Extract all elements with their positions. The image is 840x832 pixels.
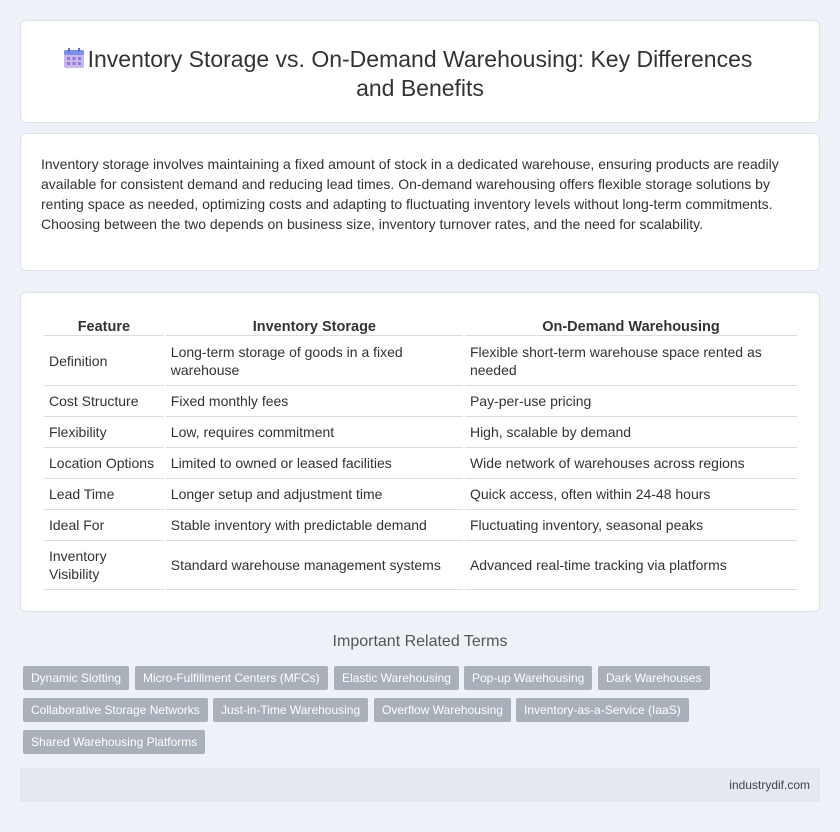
intro-paragraph: Inventory storage involves maintaining a fixed amount of stock in a dedicated warehouse, ensuring products are readily available for consistent demand and reducing lead times. On-demand warehousing offers flexible storage solutions by renting space as needed, optimizing costs and adapting to fluctuating inventory levels without long-term commitments. Choosing between the two depends on business size, inventory turnover rates, and the need for scalability. xyxy=(41,156,779,232)
on-demand-cell: Advanced real-time tracking via platforms xyxy=(465,541,797,590)
on-demand-cell: Wide network of warehouses across regions xyxy=(465,448,797,479)
comparison-table xyxy=(42,316,799,590)
table-row xyxy=(44,541,797,590)
related-term-tag[interactable]: Just-in-Time Warehousing xyxy=(213,698,368,722)
related-term-tag[interactable]: Elastic Warehousing xyxy=(334,666,459,690)
inventory-storage-cell: Limited to owned or leased facilities xyxy=(166,448,463,479)
feature-cell: Location Options xyxy=(44,448,164,479)
inventory-storage-cell: Long-term storage of goods in a fixed warehouse xyxy=(166,336,463,386)
related-terms-title: Important Related Terms xyxy=(332,633,508,650)
related-term-tag[interactable]: Dynamic Slotting xyxy=(23,666,129,690)
table-row xyxy=(44,479,797,510)
feature-cell: Ideal For xyxy=(44,510,164,541)
related-term-tag[interactable]: Micro-Fulfillment Centers (MFCs) xyxy=(135,666,328,690)
intro-card xyxy=(20,133,820,271)
on-demand-cell: Flexible short-term warehouse space rented as needed xyxy=(465,336,797,386)
header-feature: Feature xyxy=(44,316,164,336)
on-demand-cell: Pay-per-use pricing xyxy=(465,386,797,417)
related-term-tag[interactable]: Shared Warehousing Platforms xyxy=(23,730,205,754)
page-title: Inventory Storage vs. On-Demand Warehousing: Key Differences and Benefits xyxy=(87,46,753,101)
on-demand-cell: High, scalable by demand xyxy=(465,417,797,448)
related-term-tag[interactable]: Dark Warehouses xyxy=(598,666,710,690)
table-row xyxy=(44,386,797,417)
header-on-demand-warehousing: On-Demand Warehousing xyxy=(465,316,797,336)
related-term-tag[interactable]: Overflow Warehousing xyxy=(374,698,511,722)
footer xyxy=(20,768,820,802)
related-term-tag[interactable]: Inventory-as-a-Service (IaaS) xyxy=(516,698,689,722)
comparison-card xyxy=(20,292,820,612)
table-row xyxy=(44,417,797,448)
on-demand-cell: Fluctuating inventory, seasonal peaks xyxy=(465,510,797,541)
related-term-tag[interactable]: Collaborative Storage Networks xyxy=(23,698,208,722)
inventory-storage-cell: Longer setup and adjustment time xyxy=(166,479,463,510)
feature-cell: Definition xyxy=(44,336,164,386)
header-inventory-storage: Inventory Storage xyxy=(166,316,463,336)
footer-site-link[interactable]: industrydif.com xyxy=(729,778,810,792)
inventory-storage-cell: Standard warehouse management systems xyxy=(166,541,463,590)
inventory-storage-cell: Low, requires commitment xyxy=(166,417,463,448)
feature-cell: Lead Time xyxy=(44,479,164,510)
feature-cell: Flexibility xyxy=(44,417,164,448)
table-header-row xyxy=(44,316,797,336)
inventory-storage-cell: Fixed monthly fees xyxy=(166,386,463,417)
inventory-storage-cell: Stable inventory with predictable demand xyxy=(166,510,463,541)
header-card xyxy=(20,20,820,123)
related-term-tag[interactable]: Pop-up Warehousing xyxy=(464,666,592,690)
table-row xyxy=(44,336,797,386)
table-row xyxy=(44,448,797,479)
feature-cell: Inventory Visibility xyxy=(44,541,164,590)
table-row xyxy=(44,510,797,541)
on-demand-cell: Quick access, often within 24-48 hours xyxy=(465,479,797,510)
feature-cell: Cost Structure xyxy=(44,386,164,417)
